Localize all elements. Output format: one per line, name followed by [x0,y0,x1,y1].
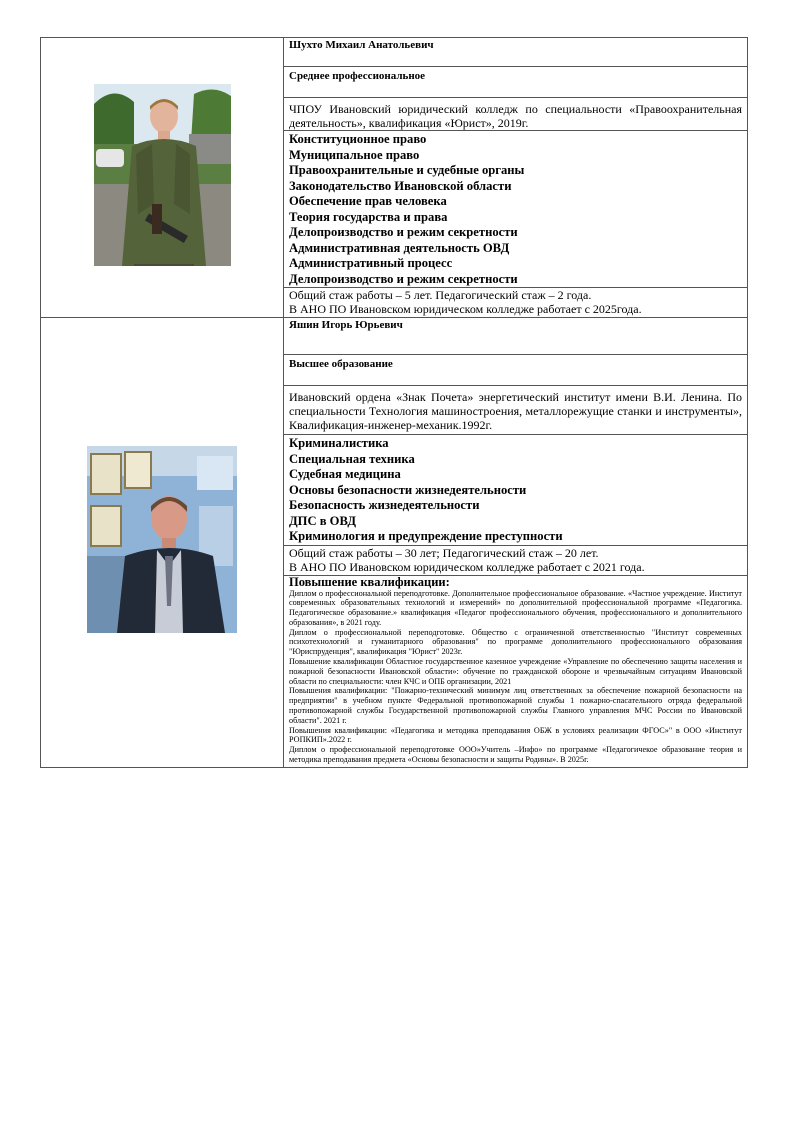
subject-item: Специальная техника [289,451,415,466]
qualification-item: Повышение квалификации Областное государственное казенное учреждение «Управление по обеспечению защиты населения и пожарной безопасности Ивановской области»: обучение по гражданской обороне и чрезвычайным ситуациям Ивановской области по специальности: член КЧС и ОПБ организации, 2021 [289,657,742,686]
teacher-2-qualification [284,575,748,767]
subject-item: Криминология и предупреждение преступности [289,529,563,543]
teacher-2-experience [284,545,748,575]
teacher-2-subjects [284,435,748,546]
teacher-1-experience [284,288,748,318]
subject-item: ДПС в ОВД [289,513,357,528]
teacher-1-education: ЧПОУ Ивановский юридический колледж по специальности «Правоохранительная деятельность», квалификация «Юрист», 2019г. [284,98,748,131]
subject-item: Обеспечение прав человека [289,194,447,208]
qualification-item: Диплом о профессиональной переподготовке. Дополнительное профессиональное образование. «Частное учреждение. Институт современных образовательных технологий и измерений» по дополнительной профессиональной программе «Педагогика. Педагогическое образование.» квалификация «Педагог профессионального обучения, профессионального и дополнительного образования», в 2021 году. [289,588,742,627]
subject-item: Административная деятельность ОВД [289,240,510,255]
teacher-1-subjects [284,131,748,288]
subject-item: Муниципальное право [289,147,420,162]
subject-item: Законодательство Ивановской области [289,178,512,193]
experience-line: Общий стаж работы – 5 лет. Педагогический стаж – 2 года. [289,288,592,302]
qualification-item: Диплом о профессиональной переподготовке ООО»Учитель –Инфо» по программе «Педагогичекое образование теория и методика преподавания предмета «Основы безопасности и защиты Родины». В 2025г. [289,745,742,765]
subject-item: Конституционное право [289,132,427,146]
teacher-1-photo [94,84,231,266]
subject-item: Безопасность жизнедеятельности [289,498,480,512]
subject-item: Правоохранительные и судебные органы [289,163,525,177]
subject-item: Делопроизводство и режим секретности [289,225,518,239]
teacher-2-photo-cell [41,318,284,768]
teacher-2-education: Ивановский ордена «Знак Почета» энергетический институт имени В.И. Ленина. По специальности Технология машиностроения, металлорежущие станки и инструменты», Квалификация-инженер-механик.1992г. [284,386,748,435]
qualification-item: Диплом о профессиональной переподготовке. Общество с ограниченной ответственностью "Институт современных психотехнологий и гуманитарного образования" по программе дополнительного профессионального образования "Юриспруденция", квалификация "Юрист" 2023г. [289,627,742,657]
teacher-1-name: Шухто Михаил Анатольевич [284,38,748,67]
subject-item: Криминалистика [289,436,389,450]
subject-item: Основы безопасности жизнедеятельности [289,482,527,497]
subject-item: Теория государства и права [289,209,448,224]
teacher-2-education-level: Высшее образование [284,355,748,386]
experience-line: В АНО ПО Ивановском юридическом колледже работает с 2021 года. [289,559,645,574]
subject-item: Делопроизводство и режим секретности [289,271,518,286]
qualification-item: Повышения квалификации: "Пожарно-технический минимум лиц ответственных за обеспечение пожарной безопасности на предприятии" в учебном пункте Федеральной противопожарной службы 1 пожарно-спасательного отряда федеральной противопожарной службы Государственной противопожарной службы Главного управления МЧС России по Ивановской области". 2021 г. [289,686,742,725]
teacher-1-name-row [41,38,748,67]
qualification-title: Повышение квалификации: [289,574,450,589]
staff-table [40,37,748,768]
subject-item: Судебная медицина [289,467,401,481]
subject-item: Административный процесс [289,256,453,270]
teacher-1-education-level: Среднее профессиональное [284,67,748,98]
teacher-2-name-row [41,318,748,355]
experience-line: В АНО ПО Ивановском юридическом колледже работает с 2025года. [289,302,642,316]
experience-line: Общий стаж работы – 30 лет; Педагогический стаж – 20 лет. [289,545,599,560]
teacher-2-name: Яшин Игорь Юрьевич [284,318,748,355]
teacher-1-photo-cell [41,38,284,318]
teacher-2-photo [87,446,237,633]
qualification-item: Повышения квалификации: «Педагогика и методика преподавания ОБЖ в условиях реализации ФГОС»" в ООО «Институт РОПКИП».2022 г. [289,725,742,745]
